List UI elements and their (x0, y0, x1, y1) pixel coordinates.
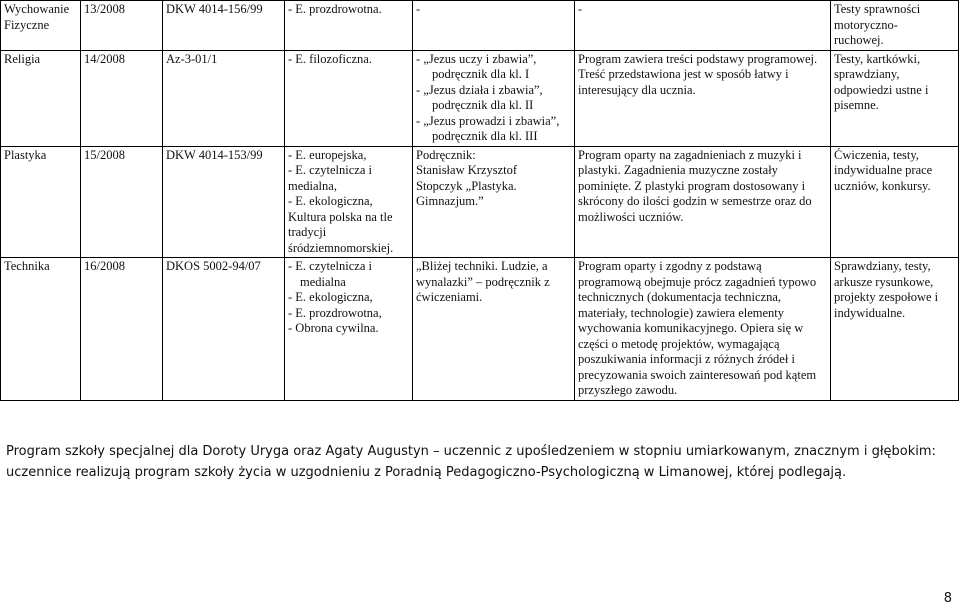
textbook-cell: „Bliżej techniki. Ludzie, a wynalazki” – podręcznik z ćwiczeniami. (413, 258, 575, 401)
description-cell: - (575, 1, 831, 51)
table-row (1, 50, 959, 146)
code-cell: DKOS 5002-94/07 (163, 258, 285, 401)
footer-line: uczennice realizują program szkoły życia w uzgodnieniu z Poradnią Pedagogiczno-Psychologiczną w Limanowej, której podlegają. (6, 465, 847, 480)
number-cell: 15/2008 (81, 146, 163, 258)
program-cell: - E. europejska, - E. czytelnicza i medialna, - E. ekologiczna, Kultura polska na tle tradycji śródziemnomorskiej. (285, 146, 413, 258)
footer-note (6, 441, 954, 483)
program-cell: - E. filozoficzna. (285, 50, 413, 146)
number-cell: 14/2008 (81, 50, 163, 146)
subject-cell: Religia (1, 50, 81, 146)
description-cell: Program oparty i zgodny z podstawą programową obejmuje prócz zagadnień typowo technicznych (dokumentacja techniczna, materiały, technologie) zawiera elementy wychowania komunikacyjnego. Opiera się w części o metodę projektów, wymagającą poszukiwania informacji z różnych źródeł i precyzowania swoich zainteresowań pod kątem przyszłego zawodu. (575, 258, 831, 401)
code-cell: Az-3-01/1 (163, 50, 285, 146)
table-row (1, 146, 959, 258)
subject-cell: Technika (1, 258, 81, 401)
assessment-cell: Sprawdziany, testy, arkusze rysunkowe, projekty zespołowe i indywidualne. (831, 258, 959, 401)
page-number: 8 (943, 591, 952, 606)
textbook-cell: Podręcznik: Stanisław Krzysztof Stopczyk „Plastyka. Gimnazjum.” (413, 146, 575, 258)
number-cell: 13/2008 (81, 1, 163, 51)
footer-line: Program szkoły specjalnej dla Doroty Uryga oraz Agaty Augustyn – uczennic z upośledzeniem w stopniu umiarkowanym, znacznym i głębokim: (6, 444, 936, 459)
textbook-cell: - „Jezus uczy i zbawia”, podręcznik dla kl. I - „Jezus działa i zbawia”, podręcznik dla kl. II - „Jezus prowadzi i zbawia”, podręcznik dla kl. III (413, 50, 575, 146)
subject-cell: Plastyka (1, 146, 81, 258)
assessment-cell: Testy sprawności motoryczno- ruchowej. (831, 1, 959, 51)
subject-cell: Wychowanie Fizyczne (1, 1, 81, 51)
description-cell: Program oparty na zagadnieniach z muzyki i plastyki. Zagadnienia muzyczne zostały pominięte. Z plastyki program dostosowany i skrócony do ilości godzin w semestrze oraz do możliwości uczniów. (575, 146, 831, 258)
table-row (1, 258, 959, 401)
program-cell: - E. prozdrowotna. (285, 1, 413, 51)
code-cell: DKW 4014-153/99 (163, 146, 285, 258)
assessment-cell: Testy, kartkówki, sprawdziany, odpowiedzi ustne i pisemne. (831, 50, 959, 146)
table-row (1, 1, 959, 51)
description-cell: Program zawiera treści podstawy programowej. Treść przedstawiona jest w sposób łatwy i interesujący dla ucznia. (575, 50, 831, 146)
program-cell: - E. czytelnicza i medialna - E. ekologiczna, - E. prozdrowotna, - Obrona cywilna. (285, 258, 413, 401)
assessment-cell: Ćwiczenia, testy, indywidualne prace uczniów, konkursy. (831, 146, 959, 258)
textbook-cell: - (413, 1, 575, 51)
number-cell: 16/2008 (81, 258, 163, 401)
code-cell: DKW 4014-156/99 (163, 1, 285, 51)
